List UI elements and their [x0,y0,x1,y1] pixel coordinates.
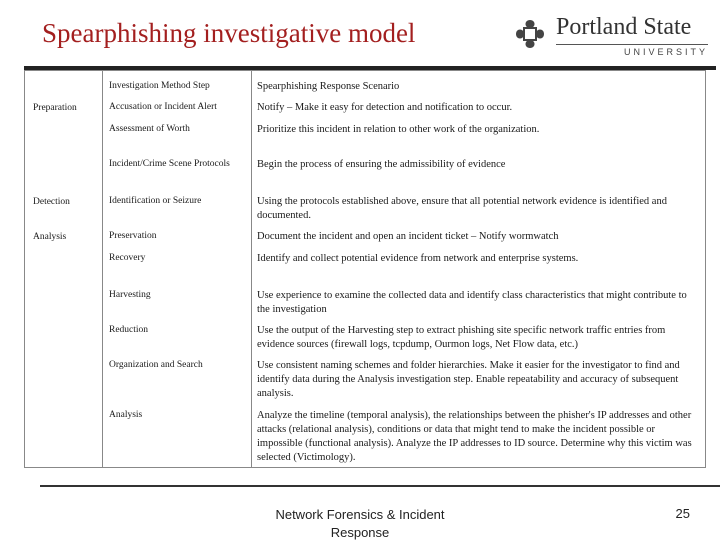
method-cell: Identification or Seizure [109,196,202,206]
scenario-header: Spearphishing Response Scenario [257,81,400,92]
method-cell: Assessment of Worth [109,124,190,134]
scenario-cell: Analyze the timeline (temporal analysis), the relationships between the phisher's IP addresses and other attacks (relational analysis), conditions or data that might tend to make the incident possible or impossible (functional analysis). Analyze the IP addresses to ID source. Determine why this victim was selected (Victimology). [257,410,692,463]
investigative-model-table [24,70,706,468]
page-number: 25 [675,506,690,521]
scenario-cell: Use consistent naming schemes and folder hierarchies. Make it easier for the investigator to find and identify data during the Analysis investigation step. Enable repeatability and accuracy of subsequent analysis. [257,360,680,399]
logo-name: Portland State [556,14,692,40]
method-header: Investigation Method Step [109,81,210,91]
method-cell: Recovery [109,253,146,263]
scenario-cell: Begin the process of ensuring the admissibility of evidence [257,159,506,170]
phase-cell: Detection [33,197,70,207]
scenario-cell: Prioritize this incident in relation to other work of the organization. [257,124,540,135]
scenario-cell: Using the protocols established above, ensure that all potential network evidence is identified and documented. [257,196,667,221]
method-cell: Organization and Search [109,360,203,370]
scenario-cell: Identify and collect potential evidence from network and enterprise systems. [257,253,579,264]
portland-state-logo [512,14,712,60]
column-divider [102,71,103,467]
logo-divider [556,44,708,45]
slide-title: Spearphishing investigative model [42,18,416,48]
scenario-cell: Notify – Make it easy for detection and notification to occur. [257,102,513,113]
scenario-cell: Use experience to examine the collected data and identify class characteristics that might contribute to the investigation [257,290,687,315]
method-cell: Reduction [109,325,149,335]
method-cell: Harvesting [109,290,151,300]
footer-text: Network Forensics & Incident Response [275,507,445,540]
footer-divider [40,485,720,487]
phase-cell: Analysis [33,232,67,242]
phase-cell: Preparation [33,103,77,113]
psu-emblem-icon [512,16,548,52]
method-cell: Analysis [109,410,143,420]
scenario-cell: Use the output of the Harvesting step to extract phishing site specific network traffic entries from evidence sources (firewall logs, tcpdump, Ourmon logs, Net Flow data, etc.) [257,325,666,350]
logo-subtitle: UNIVERSITY [623,47,708,57]
method-cell: Incident/Crime Scene Protocols [109,159,230,169]
scenario-cell: Document the incident and open an incident ticket – Notify wormwatch [257,231,559,242]
column-divider [251,71,252,467]
method-cell: Accusation or Incident Alert [109,102,217,112]
method-cell: Preservation [109,231,157,241]
